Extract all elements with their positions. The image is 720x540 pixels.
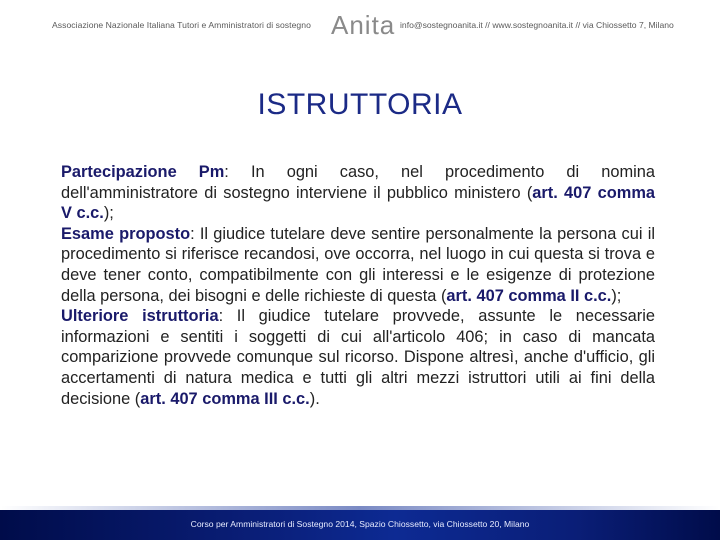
law-reference: art. 407 comma II c.c. [446, 286, 612, 305]
law-reference: art. 407 comma III c.c. [140, 389, 310, 408]
paragraph-tail: ); [611, 286, 622, 305]
paragraph-tail: ); [103, 204, 114, 223]
paragraph-esame [61, 224, 655, 306]
law-reference: art. 407 comma V c.c. [61, 183, 656, 223]
paragraph-text: : In ogni caso, nel procedimento di nomina dell'amministratore di sostegno interviene il pubblico ministero ( [61, 163, 656, 202]
anita-logo [331, 5, 395, 41]
paragraph-text: : Il giudice tutelare deve sentire personalmente la persona cui il procedimento si riferisce recandosi, ove occorra, nel luogo in cui questa si trova e deve tener conto, compatibilmente con gli interessi e le esigenze di protezione della persona, dei bisogni e delle richieste di questa ( [61, 224, 656, 305]
slide-title: ISTRUTTORIA [257, 88, 463, 121]
paragraph-tail: ). [309, 389, 320, 408]
association-name: Associazione Nazionale Italiana Tutori e Amministratori di sostegno [52, 20, 311, 30]
slide-body [61, 162, 655, 409]
paragraph-label: Ulteriore istruttoria [61, 307, 219, 326]
contact-info: info@sostegnoanita.it // www.sostegnoanita.it // via Chiossetto 7, Milano [400, 20, 674, 30]
paragraph-istruttoria [61, 306, 655, 409]
paragraph-partecipazione [61, 162, 655, 224]
paragraph-text: : Il giudice tutelare provvede, assunte le necessarie informazioni e sentiti i soggetti di cui all'articolo 406; in caso di mancata comparizione provvede comunque sul ricorso. Dispone altresì, anche d'ufficio, gli accertamenti di natura medica e tutti gli altri mezzi istruttori utili ai fini della decisione ( [61, 307, 656, 408]
slide-footer [0, 510, 720, 540]
paragraph-label: Esame proposto [61, 224, 191, 243]
paragraph-label: Partecipazione Pm [61, 163, 225, 181]
footer-text: Corso per Amministratori di Sostegno 2014, Spazio Chiossetto, via Chiossetto 20, Milano [190, 519, 530, 529]
slide-header [0, 0, 720, 58]
logo-text: Anita [331, 10, 396, 40]
